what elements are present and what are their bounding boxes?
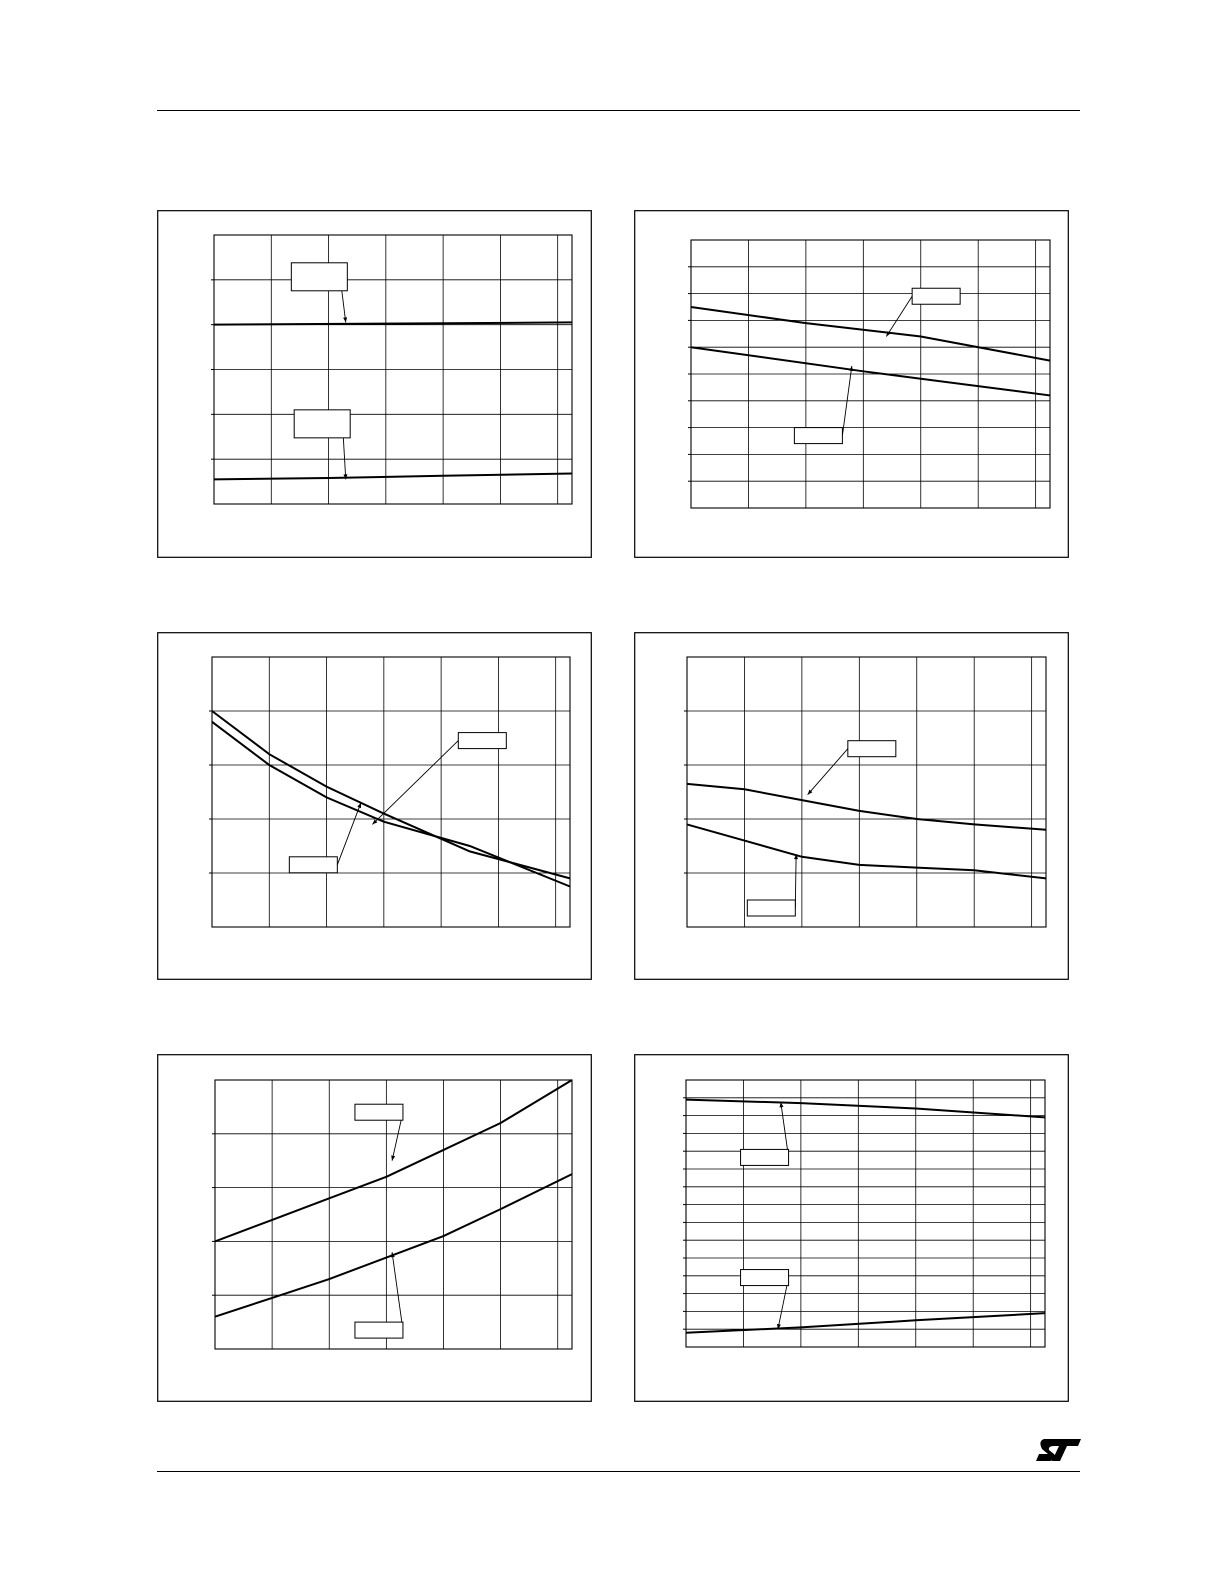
figure-border: [635, 1055, 1069, 1402]
callout-label-box: [741, 1149, 789, 1165]
plot-area-frame: [686, 1080, 1045, 1347]
series-line-2: [691, 347, 1050, 395]
figure-border: [158, 211, 592, 558]
callout-leader: [392, 1252, 403, 1330]
callout-label-box: [355, 1322, 403, 1338]
callout-leader: [337, 803, 361, 865]
callout-label-box: [458, 733, 506, 749]
callout-label-box: [294, 410, 350, 438]
series-line-1: [687, 784, 1046, 830]
plot-area-frame: [687, 657, 1046, 927]
header-rule: [157, 110, 1080, 111]
callout-leader: [372, 741, 458, 825]
series-line-1: [686, 1100, 1045, 1118]
callout-leader: [886, 296, 912, 336]
chart-2: [634, 210, 1069, 558]
series-line-1: [212, 711, 570, 878]
callout-label-box: [848, 741, 896, 757]
chart-1: [157, 210, 592, 558]
callout-label-box: [291, 263, 347, 291]
figure-border: [635, 211, 1069, 558]
callout-label-box: [741, 1270, 789, 1286]
series-line-2: [687, 824, 1046, 878]
callout-label-box: [355, 1104, 403, 1120]
series-line-2: [686, 1313, 1045, 1333]
callout-label-box: [747, 900, 795, 916]
plot-area-frame: [212, 657, 570, 927]
st-logo-icon: [1034, 1437, 1082, 1463]
series-line-2: [214, 474, 572, 480]
chart-3: [157, 632, 592, 980]
chart-4: [634, 632, 1069, 980]
series-line-1: [691, 307, 1050, 361]
callout-arrowhead: [343, 317, 347, 322]
callout-label-box: [912, 288, 960, 304]
series-line-2: [212, 722, 570, 887]
callout-leader: [808, 749, 848, 795]
chart-5: [157, 1054, 592, 1402]
footer-rule: [157, 1471, 1080, 1472]
chart-6: [634, 1054, 1069, 1402]
callout-label-box: [794, 428, 842, 444]
callout-label-box: [289, 857, 337, 873]
callout-arrowhead: [357, 803, 361, 808]
